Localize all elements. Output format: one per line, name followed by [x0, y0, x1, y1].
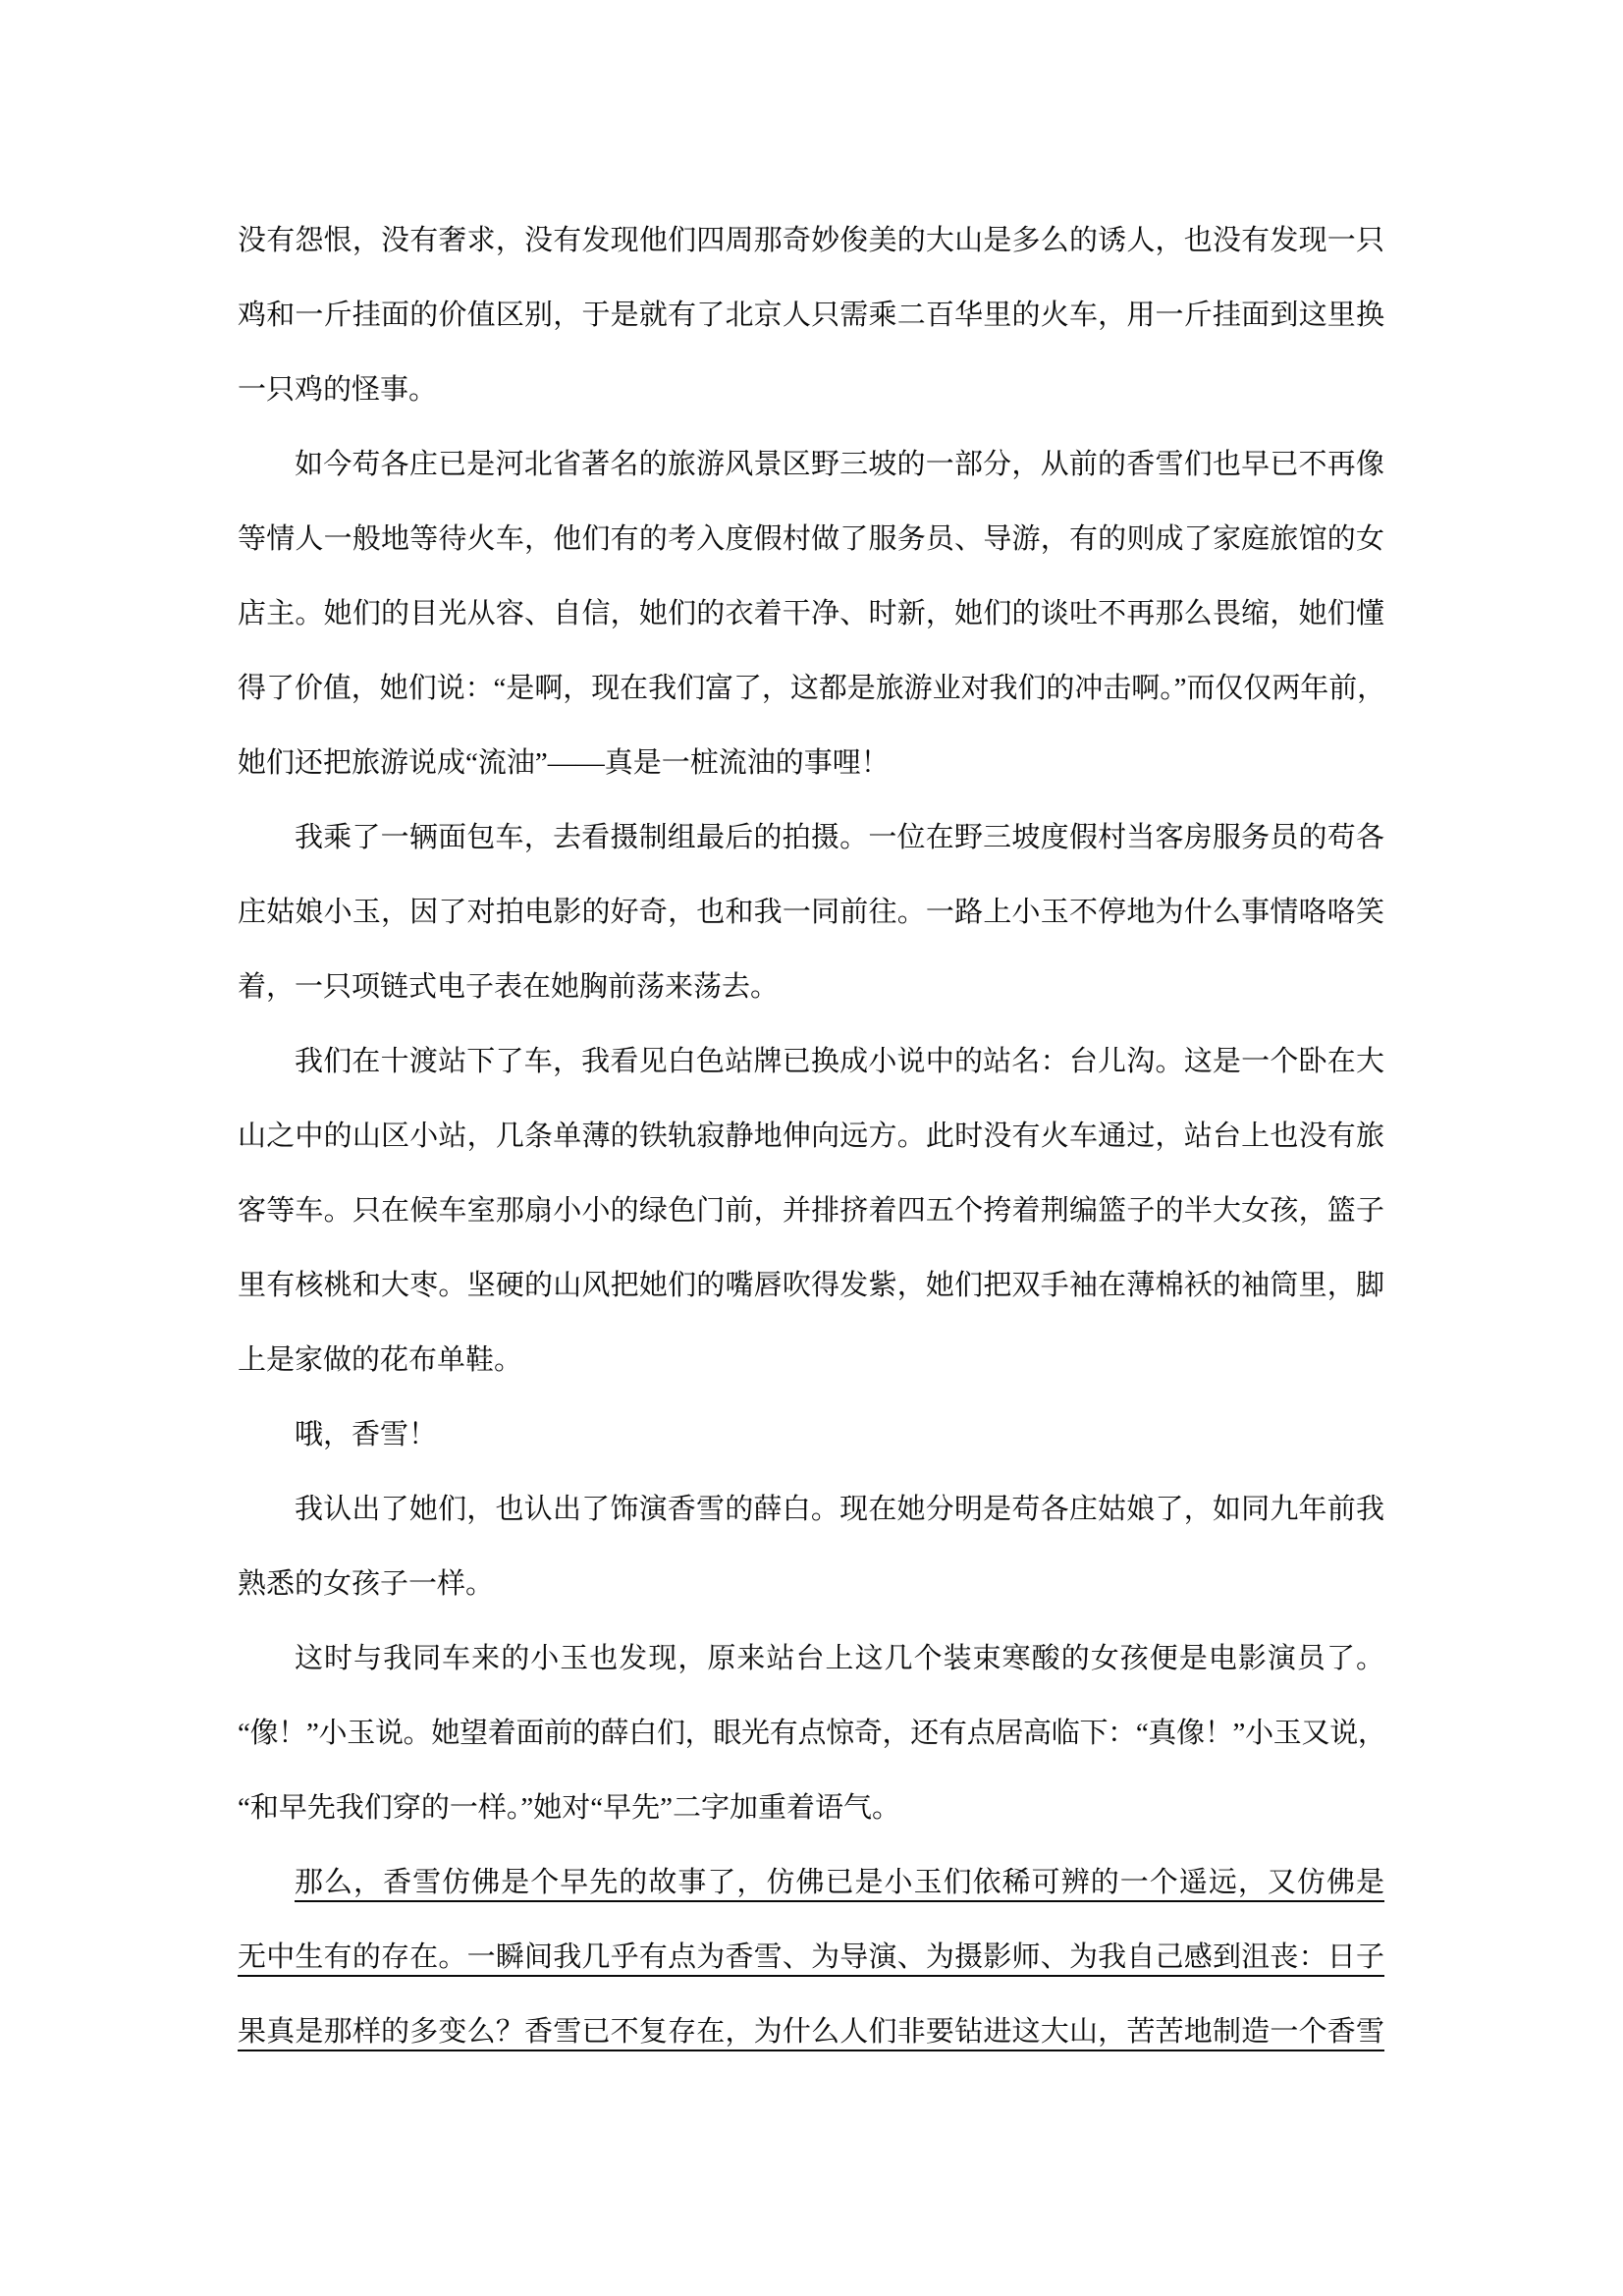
text-line: 一只鸡的怪事。 [238, 374, 438, 406]
text-line: 鸡和一斤挂面的价值区别，于是就有了北京人只需乘二百华里的火车，用一斤挂面到这里换 [238, 300, 1384, 331]
text-line: 熟悉的女孩子一样。 [238, 1568, 495, 1600]
text-line: 哦，香雪！ [295, 1419, 438, 1450]
text-line: 我们在十渡站下了车，我看见白色站牌已换成小说中的站名：台儿沟。这是一个卧在大 [295, 1046, 1384, 1077]
text-line: 等情人一般地等待火车，他们有的考入度假村做了服务员、导游，有的则成了家庭旅馆的女 [238, 523, 1384, 555]
text-line: 无中生有的存在。一瞬间我几乎有点为香雪、为导演、为摄影师、为我自己感到沮丧：日子 [238, 1941, 1384, 1973]
text-line: “像！”小玉说。她望着面前的薛白们，眼光有点惊奇，还有点居高临下：“真像！”小玉又说， [238, 1718, 1384, 1749]
paragraph-7 [238, 1621, 1384, 1845]
text-line: 这时与我同车来的小玉也发现，原来站台上这几个装束寒酸的女孩便是电影演员了。 [295, 1643, 1384, 1674]
text-line: 如今苟各庄已是河北省著名的旅游风景区野三坡的一部分，从前的香雪们也早已不再像 [295, 449, 1384, 480]
text-line: 我乘了一辆面包车，去看摄制组最后的拍摄。一位在野三坡度假村当客房服务员的苟各 [295, 822, 1384, 853]
text-line: 山之中的山区小站，几条单薄的铁轨寂静地伸向远方。此时没有火车通过，站台上也没有旅 [238, 1121, 1384, 1152]
paragraph-4 [238, 1024, 1384, 1397]
text-line: 客等车。只在候车室那扇小小的绿色门前，并排挤着四五个挎着荆编篮子的半大女孩，篮子 [238, 1195, 1384, 1227]
text-line: “和早先我们穿的一样。”她对“早先”二字加重着语气。 [238, 1792, 900, 1824]
text-line: 着，一只项链式电子表在她胸前荡来荡去。 [238, 971, 780, 1003]
paragraph-1 [238, 203, 1384, 427]
text-line: 上是家做的花布单鞋。 [238, 1344, 523, 1376]
text-line: 店主。她们的目光从容、自信，她们的衣着干净、时新，她们的谈吐不再那么畏缩，她们懂 [238, 598, 1384, 629]
text-line: 里有核桃和大枣。坚硬的山风把她们的嘴唇吹得发紫，她们把双手袖在薄棉袄的袖筒里，脚 [238, 1270, 1384, 1301]
text-line: 果真是那样的多变么？香雪已不复存在，为什么人们非要钻进这大山，苦苦地制造一个香雪 [238, 2016, 1384, 2048]
text-line: 庄姑娘小玉，因了对拍电影的好奇，也和我一同前往。一路上小玉不停地为什么事情咯咯笑 [238, 897, 1384, 928]
text-line: 她们还把旅游说成“流油”——真是一桩流油的事哩！ [238, 747, 890, 779]
paragraph-2 [238, 427, 1384, 800]
paragraph-8-underlined [238, 1845, 1384, 2069]
text-line: 我认出了她们，也认出了饰演香雪的薛白。现在她分明是苟各庄姑娘了，如同九年前我 [295, 1494, 1384, 1525]
text-line: 得了价值，她们说：“是啊，现在我们富了，这都是旅游业对我们的冲击啊。”而仅仅两年前， [238, 673, 1384, 704]
text-line: 那么，香雪仿佛是个早先的故事了，仿佛已是小玉们依稀可辨的一个遥远，又仿佛是 [295, 1867, 1384, 1898]
paragraph-3 [238, 800, 1384, 1024]
paragraph-6 [238, 1472, 1384, 1621]
text-line: 没有怨恨，没有奢求，没有发现他们四周那奇妙俊美的大山是多么的诱人，也没有发现一只 [238, 225, 1384, 256]
paragraph-5 [238, 1397, 1384, 1472]
